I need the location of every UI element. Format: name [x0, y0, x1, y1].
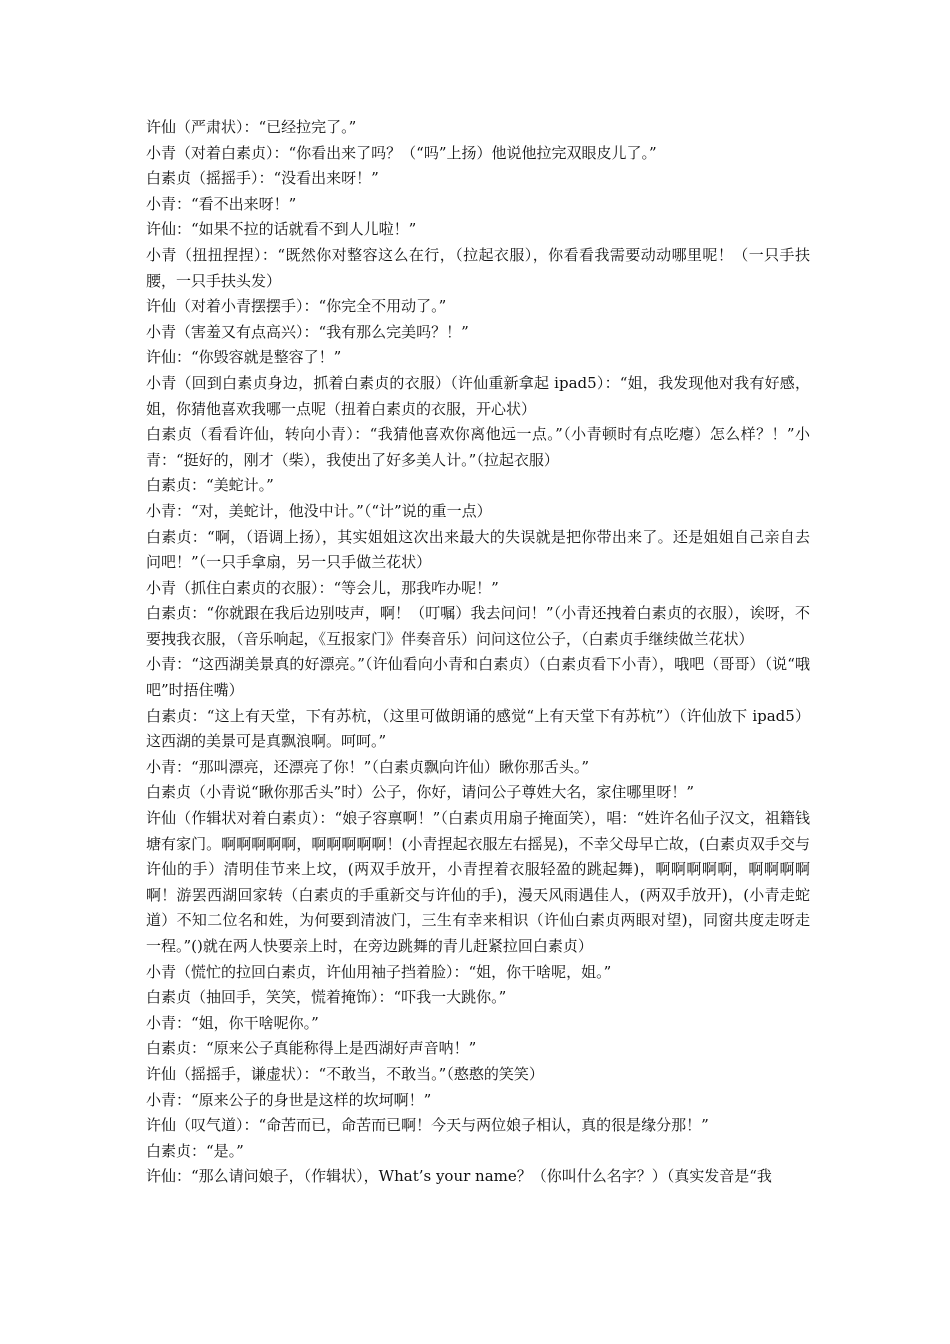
dialogue-line: 许仙：“你毁容就是整容了！” [146, 348, 342, 367]
dialogue-line: 小青（回到白素贞身边，抓着白素贞的衣服）（许仙重新拿起 ipad5）：“姐，我发现他对我有好感，姐，你猜他喜欢我哪一点呢（扭着白素贞的衣服，开心状） [146, 373, 810, 418]
dialogue-line: 小青：“姐，你干啥呢你。” [146, 1013, 319, 1032]
dialogue-line: 许仙（严肃状）：“已经拉完了。” [146, 118, 357, 136]
dialogue-line: 小青（抓住白素贞的衣服）：“等会儿，那我咋办呢！” [146, 578, 499, 597]
dialogue-line: 小青（对着白素贞）：“你看出来了吗？（“吗”上扬）他说他拉完双眼皮儿了。” [146, 143, 657, 162]
dialogue-line: 白素贞：“美蛇计。” [146, 476, 274, 495]
dialogue-line: 白素贞：“啊，（语调上扬），其实姐姐这次出来最大的失误就是把你带出来了。还是姐姐自己亲自去问吧！”（一只手拿扇，另一只手做兰花状） [146, 527, 810, 572]
dialogue-line: 白素贞：“原来公子真能称得上是西湖好声音呐！” [146, 1039, 477, 1058]
dialogue-line: 小青（扭扭捏捏）：“既然你对整容这么在行，（拉起衣服），你看看我需要动动哪里呢！（一只手扶腰，一只手扶头发） [146, 245, 810, 290]
dialogue-line: 许仙：“那么请问娘子，（作辑状），What’s your name？（你叫什么名字？）（真实发音是“我 [146, 1167, 772, 1186]
dialogue-line: 白素贞（小青说“瞅你那舌头”时）公子，你好，请问公子尊姓大名，家住哪里呀！” [146, 783, 695, 802]
dialogue-line: 白素贞：“这上有天堂，下有苏杭，（这里可做朗诵的感觉“上有天堂下有苏杭”）（许仙放下 ipad5）这西湖的美景可是真飘浪啊。呵呵。” [146, 706, 810, 751]
dialogue-line: 白素贞（抽回手，笑笑，慌着掩饰）：“吓我一大跳你。” [146, 988, 507, 1007]
dialogue-line: 小青（害羞又有点高兴）：“我有那么完美吗？！” [146, 322, 469, 341]
document-body [146, 115, 810, 1190]
dialogue-line: 小青：“看不出来呀！” [146, 194, 297, 213]
dialogue-line: 白素贞：“是。” [146, 1141, 244, 1160]
dialogue-line: 小青：“原来公子的身世是这样的坎坷啊！” [146, 1090, 432, 1109]
dialogue-line: 小青：“这西湖美景真的好漂亮。”（许仙看向小青和白素贞）（白素贞看下小青），哦吧（哥哥）（说“哦吧”时捂住嘴） [146, 655, 810, 700]
dialogue-line: 白素贞（摇摇手）：“没看出来呀！” [146, 169, 379, 188]
dialogue-line: 许仙（叹气道）：“命苦而已，命苦而已啊！今天与两位娘子相认，真的很是缘分那！” [146, 1116, 709, 1135]
dialogue-line: 小青（慌忙的拉回白素贞，许仙用袖子挡着脸）：“姐，你干啥呢，姐。” [146, 962, 612, 981]
dialogue-line: 许仙（作辑状对着白素贞）：“娘子容禀啊！”（白素贞用扇子掩面笑），唱：“姓许名仙子汉文，祖籍钱塘有家门。啊啊啊啊啊，啊啊啊啊啊！(小青捏起衣服左右摇晃)，不幸父母早亡故，(白素贞双手交与许仙的手）清明佳节来上坟，(两双手放开，小青捏着衣服轻盈的跳起舞)，啊啊啊啊啊，啊啊啊啊啊！游罢西湖回家转（白素贞的手重新交与许仙的手)，漫天风雨遇佳人，(两双手放开)，(小青走蛇道）不知二位名和姓，为何要到清波门，三生有幸来相识（许仙白素贞两眼对望)，同窗共度走呀走一程。”()就在两人快要亲上时，在旁边跳舞的青儿赶紧拉回白素贞） [146, 809, 810, 955]
dialogue-line: 许仙（摇摇手，谦虚状）：“不敢当，不敢当。”（憨憨的笑笑） [146, 1064, 544, 1083]
dialogue-line: 小青：“那叫漂亮，还漂亮了你！”（白素贞飘向许仙）瞅你那舌头。” [146, 757, 590, 776]
dialogue-line: 许仙（对着小青摆摆手）：“你完全不用动了。” [146, 297, 447, 316]
dialogue-line: 白素贞：“你就跟在我后边别吱声，啊！（叮嘱）我去问问！”（小青还拽着白素贞的衣服），诶呀，不要拽我衣服，（音乐响起，《互报家门》伴奏音乐）问问这位公子，（白素贞手继续做兰花状） [146, 604, 810, 648]
dialogue-line: 许仙：“如果不拉的话就看不到人儿啦！” [146, 220, 417, 239]
dialogue-line: 小青：“对，美蛇计，他没中计。”（“计”说的重一点） [146, 501, 492, 520]
dialogue-line: 白素贞（看看许仙，转向小青）：“我猜他喜欢你离他远一点。”（小青顿时有点吃瘪）怎么样？！”小青：“挺好的，刚才（柴），我使出了好多美人计。”（拉起衣服） [146, 425, 810, 469]
